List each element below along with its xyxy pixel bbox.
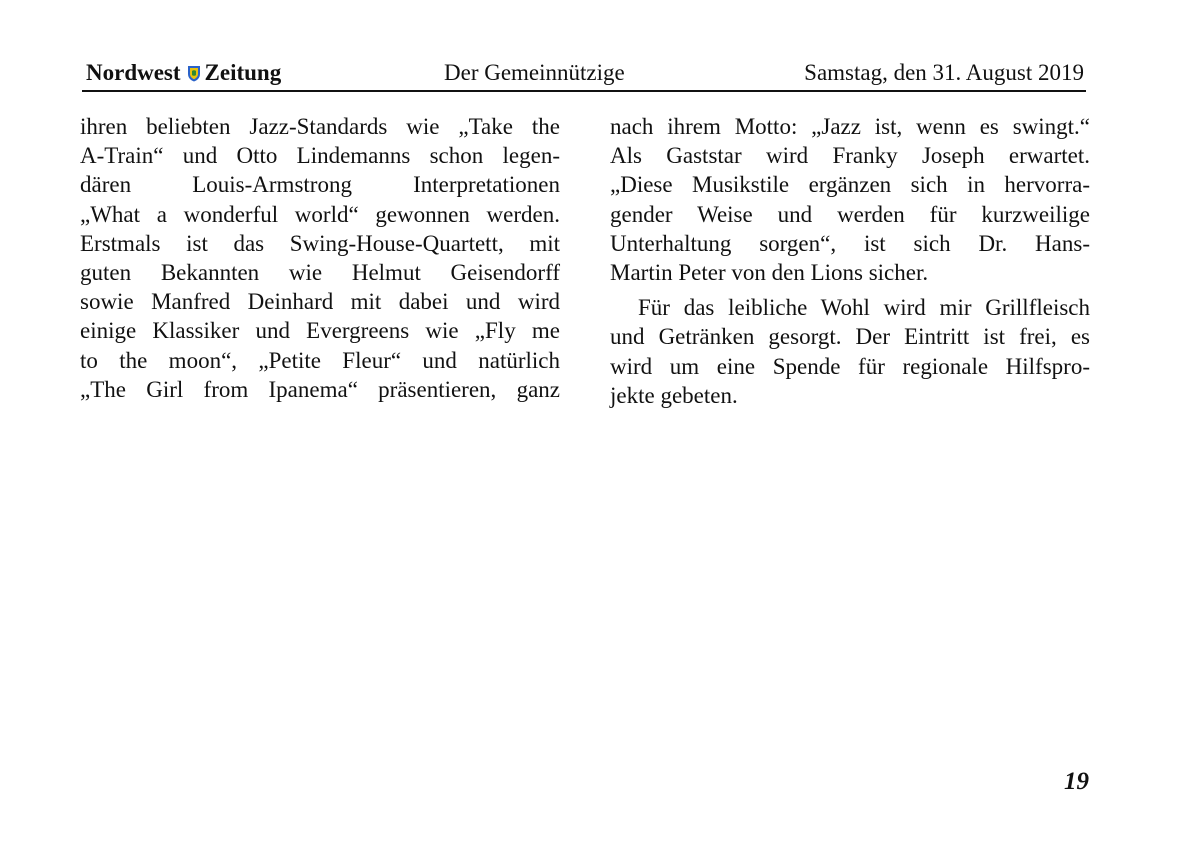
text-line: Als Gaststar wird Franky Joseph erwartet.: [610, 143, 1090, 169]
issue-date: Samstag, den 31. August 2019: [804, 60, 1084, 85]
left-column: [80, 112, 560, 404]
text-line: jekte gebeten.: [610, 382, 738, 408]
text-line: Für das leibliche Wohl wird mir Grillfleisch: [638, 295, 1090, 321]
text-line: A-Train“ und Otto Lindemanns schon legen-: [80, 143, 560, 169]
text-line: wird um eine Spende für regionale Hilfspro-: [610, 353, 1090, 379]
text-line: guten Bekannten wie Helmut Geisendorff: [80, 259, 560, 285]
section-title: Der Gemeinnützige: [444, 60, 625, 85]
newspaper-brand: [86, 60, 281, 86]
text-line: „Diese Musikstile ergänzen sich in hervorra-: [610, 172, 1090, 198]
text-line: gender Weise und werden für kurzweilige: [610, 201, 1090, 227]
text-line: Martin Peter von den Lions sicher.: [610, 259, 929, 285]
brand-name-second: Zeitung: [204, 60, 282, 85]
page-number: 19: [1064, 768, 1089, 795]
brand-name-first: Nordwest: [86, 60, 181, 85]
text-line: to the moon“, „Petite Fleur“ und natürlich: [80, 347, 560, 373]
text-line: sowie Manfred Deinhard mit dabei und wird: [80, 289, 560, 315]
coat-of-arms-icon: [187, 65, 201, 82]
text-line: einige Klassiker und Evergreens wie „Fly me: [80, 318, 560, 344]
running-header: [82, 58, 1086, 92]
text-line: nach ihrem Motto: „Jazz ist, wenn es swingt.“: [610, 114, 1090, 139]
text-line: ihren beliebten Jazz-Standards wie „Take the: [80, 114, 560, 139]
text-line: Unterhaltung sorgen“, ist sich Dr. Hans-: [610, 230, 1090, 256]
right-column: [610, 112, 1090, 410]
text-line: und Getränken gesorgt. Der Eintritt ist frei, es: [610, 324, 1090, 350]
text-line: dären Louis-Armstrong Interpretationen: [80, 172, 560, 198]
text-line: Erstmals ist das Swing-House-Quartett, mit: [80, 230, 560, 256]
text-line: „The Girl from Ipanema“ präsentieren, ganz: [80, 376, 560, 402]
text-line: „What a wonderful world“ gewonnen werden.: [80, 201, 560, 227]
